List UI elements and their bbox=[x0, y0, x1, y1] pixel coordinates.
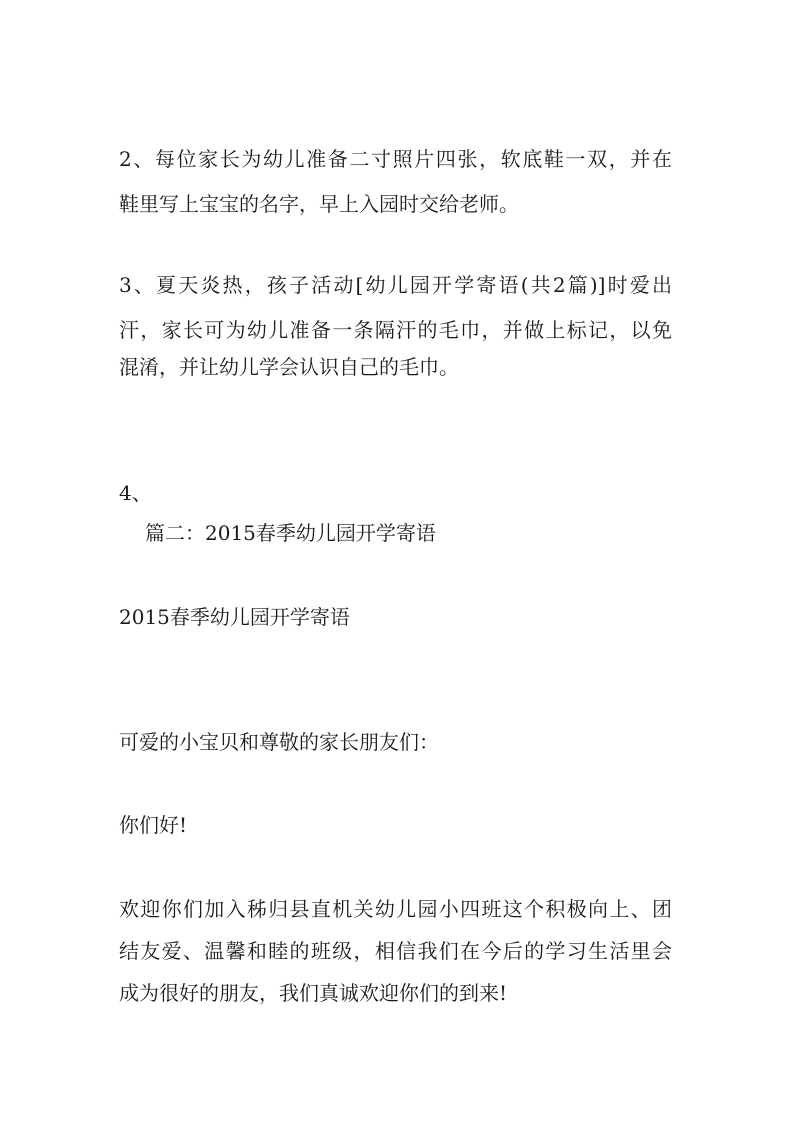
welcome-line3: 成为很好的朋友，我们真诚欢迎你们的到来! bbox=[119, 981, 508, 1005]
item4-label: 4、 bbox=[119, 481, 152, 505]
welcome-line1: 欢迎你们加入秭归县直机关幼儿园小四班这个积极向上、团 bbox=[119, 897, 672, 921]
item2-line2: 鞋里写上宝宝的名字，早上入园时交给老师。 bbox=[119, 192, 519, 216]
document-title: 2015春季幼儿园开学寄语 bbox=[119, 605, 350, 629]
item3-line2: 汗，家长可为幼儿准备一条隔汗的毛巾，并做上标记，以免 bbox=[119, 318, 672, 342]
hello: 你们好! bbox=[119, 813, 188, 837]
item3-line3: 混淆，并让幼儿学会认识自己的毛巾。 bbox=[119, 355, 459, 379]
section-heading: 篇二：2015春季幼儿园开学寄语 bbox=[145, 521, 436, 545]
greeting: 可爱的小宝贝和尊敬的家长朋友们： bbox=[119, 730, 439, 754]
welcome-line2: 结友爱、温馨和睦的班级，相信我们在今后的学习生活里会 bbox=[119, 939, 672, 963]
item3-line1: 3、夏天炎热，孩子活动[幼儿园开学寄语(共2篇)]时爱出 bbox=[119, 273, 672, 297]
item2-line1: 2、每位家长为幼儿准备二寸照片四张，软底鞋一双，并在 bbox=[119, 147, 672, 171]
